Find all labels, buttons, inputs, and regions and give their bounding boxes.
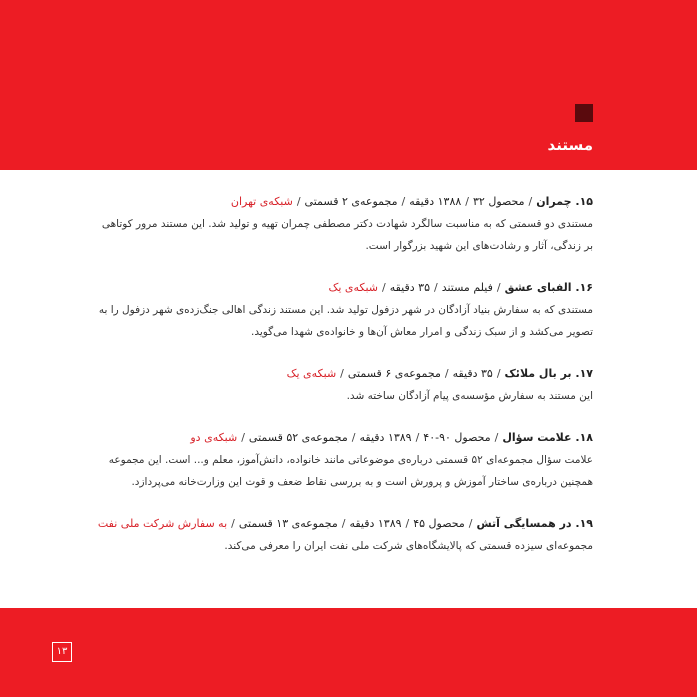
entry-title: ۱۵. چمران [536, 195, 593, 208]
entry-meta: مجموعه‌ی ۱۳ قسمتی [238, 517, 338, 530]
entry-description: مستندی که به سفارش بنیاد آزادگان در شهر دزفول تولید شد. این مستند زندگی اهالی جنگ‌زده‌ی شهر دزفول را به تصویر می‌کشد و از سبک زندگی و امرار معاش آن‌ها و خانواده‌ی شهدا می‌گوید. [98, 304, 593, 338]
entry-meta: ۳۵ دقیقه [389, 281, 430, 294]
page-number: ۱۳ [52, 642, 72, 662]
entry-meta: مجموعه‌ی ۵۲ قسمتی [248, 431, 348, 444]
entry-title: ۱۷. بر بال ملائک [504, 367, 593, 380]
entry-18 [90, 427, 593, 493]
entry-meta: محصول ۱۳۸۹ [377, 517, 465, 530]
entry-meta: مجموعه‌ی ۶ قسمتی [347, 367, 441, 380]
entry-meta: مجموعه‌ی ۲ قسمتی [304, 195, 398, 208]
entry-16 [90, 277, 593, 343]
entry-header: ۱۸. علامت سؤال/محصول ۹۰-۱۳۸۹/۴۰ دقیقه/مجموعه‌ی ۵۲ قسمتی/شبکه‌ی دو [190, 431, 593, 444]
entry-description: این مستند به سفارش مؤسسه‌ی پیام آزادگان ساخته شد. [346, 390, 593, 402]
footer-band [0, 608, 697, 697]
entry-meta: ۳۲ دقیقه [409, 195, 485, 208]
entry-channel: شبکه‌ی یک [286, 367, 337, 380]
entry-meta: محصول ۹۰-۱۳۸۹ [387, 431, 491, 444]
section-marker [575, 104, 593, 122]
entry-channel: شبکه‌ی یک [328, 281, 378, 294]
entry-title: ۱۹. در همسایگی آتش [476, 517, 593, 530]
entry-meta: ۴۰ دقیقه [359, 431, 436, 444]
entry-meta: فیلم مستند [441, 281, 493, 294]
entry-channel: به سفارش شرکت ملی نفت [97, 517, 228, 530]
entry-header: ۱۶. الفبای عشق/فیلم مستند/۳۵ دقیقه/شبکه‌ی یک [328, 281, 593, 294]
entry-header: ۱۹. در همسایگی آتش/محصول ۱۳۸۹/۴۵ دقیقه/مجموعه‌ی ۱۳ قسمتی/به سفارش شرکت ملی نفت [97, 517, 593, 530]
entry-header: ۱۵. چمران/محصول ۱۳۸۸/۳۲ دقیقه/مجموعه‌ی ۲ قسمتی/شبکه‌ی تهران [230, 195, 593, 208]
entry-description: علامت سؤال مجموعه‌ای ۵۲ قسمتی درباره‌ی موضوعاتی مانند خانواده، دانش‌آموز، معلم و... است. این مجموعه همچنین درباره‌ی ساختار آموزش و پرورش است و به بررسی نقاط ضعف و قوت این وزارت‌خانه می‌پردازد. [108, 454, 593, 488]
entry-19 [90, 513, 593, 557]
section-title: مستند [547, 136, 593, 154]
entry-list [90, 191, 593, 577]
entry-channel: شبکه‌ی تهران [230, 195, 293, 208]
entry-meta: محصول ۱۳۸۸ [437, 195, 525, 208]
entry-17 [90, 363, 593, 407]
entry-title: ۱۸. علامت سؤال [502, 431, 593, 444]
entry-channel: شبکه‌ی دو [190, 431, 238, 444]
entry-description: مجموعه‌ای سیزده قسمتی که پالایشگاه‌های شرکت ملی نفت ایران را معرفی می‌کند. [224, 540, 593, 552]
entry-header: ۱۷. بر بال ملائک/۳۵ دقیقه/مجموعه‌ی ۶ قسمتی/شبکه‌ی یک [286, 367, 593, 380]
entry-title: ۱۶. الفبای عشق [504, 281, 593, 294]
entry-meta: ۴۵ دقیقه [349, 517, 426, 530]
entry-15 [90, 191, 593, 257]
entry-meta: ۳۵ دقیقه [452, 367, 493, 380]
entry-description: مستندی دو قسمتی که به مناسبت سالگرد شهادت دکتر مصطفی چمران تهیه و تولید شد. این مستند مرور کوتاهی بر زندگی، آثار و رشادت‌های این شهید بزرگوار است. [101, 218, 593, 252]
